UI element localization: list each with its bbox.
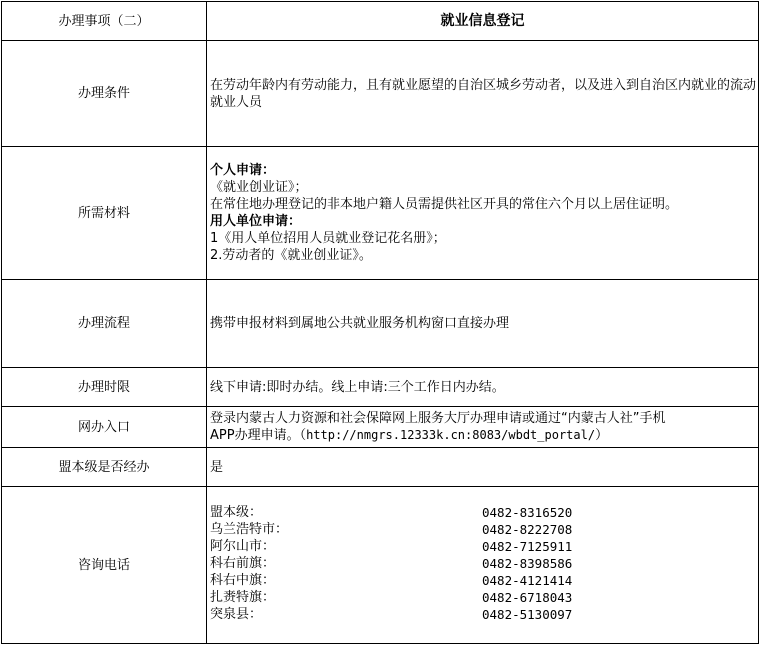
online-line-1: 登录内蒙古人力资源和社会保障网上服务大厅办理申请或通过“内蒙古人社”手机	[210, 411, 666, 426]
conditions-row	[2, 41, 759, 147]
header-row	[2, 2, 759, 41]
conditions-label: 办理条件	[2, 41, 207, 147]
materials-row	[2, 147, 759, 280]
personal-heading: 个人申请：	[210, 163, 276, 178]
process-row	[2, 280, 759, 368]
online-prefix: APP办理申请。（	[210, 428, 307, 443]
phone-entry	[210, 606, 756, 623]
phones-row	[2, 487, 759, 644]
phone-number: 0482-6718043	[482, 590, 573, 605]
personal-item-1: 《就业创业证》；	[210, 180, 308, 195]
phone-number: 0482-4121414	[482, 573, 573, 588]
header-label: 办理事项（二）	[2, 2, 207, 41]
online-line-2	[210, 427, 756, 444]
phone-number: 0482-7125911	[482, 539, 573, 554]
conditions-text: 在劳动年龄内有劳动能力，且有就业愿望的自治区城乡劳动者，以及进入到自治区内就业的流动就业人员	[207, 41, 759, 147]
phone-entry	[210, 589, 756, 606]
phone-number: 0482-8222708	[482, 522, 573, 537]
phone-entry	[210, 504, 756, 521]
time-limit-label: 办理时限	[2, 368, 207, 407]
personal-item-2: 在常住地办理登记的非本地户籍人员需提供社区开具的常住六个月以上居住证明。	[210, 197, 679, 212]
league-level-label: 盟本级是否经办	[2, 448, 207, 487]
phone-entry	[210, 521, 756, 538]
employer-item-2: 2.劳动者的《就业创业证》。	[210, 248, 372, 263]
materials-label: 所需材料	[2, 147, 207, 280]
league-level-text: 是	[207, 448, 759, 487]
league-level-row	[2, 448, 759, 487]
phones-label: 咨询电话	[2, 487, 207, 644]
online-portal-link[interactable]: http://nmgrs.12333k.cn:8083/wbdt_portal/	[306, 428, 596, 442]
phone-number: 0482-8316520	[482, 505, 573, 520]
phone-region: 盟本级：	[210, 505, 263, 520]
phone-region: 科右前旗：	[210, 556, 276, 571]
online-content	[207, 407, 759, 448]
time-limit-text: 线下申请:即时办结。线上申请:三个工作日内办结。	[207, 368, 759, 407]
phone-entry	[210, 572, 756, 589]
header-title: 就业信息登记	[207, 2, 759, 41]
employer-item-1: 1《用人单位招用人员就业登记花名册》；	[210, 231, 446, 246]
phone-region: 突泉县：	[210, 607, 263, 622]
online-suffix: ）	[595, 428, 609, 443]
phone-region: 扎赉特旗：	[210, 590, 276, 605]
service-info-table	[1, 1, 759, 644]
phones-list	[207, 487, 759, 644]
phone-region: 科右中旗：	[210, 573, 276, 588]
time-limit-row	[2, 368, 759, 407]
phone-number: 0482-8398586	[482, 556, 573, 571]
materials-content	[207, 147, 759, 280]
phone-region: 乌兰浩特市：	[210, 522, 289, 537]
phone-entry	[210, 538, 756, 555]
phone-entry	[210, 555, 756, 572]
employer-heading: 用人单位申请：	[210, 214, 302, 229]
online-row	[2, 407, 759, 448]
phone-region: 阿尔山市：	[210, 539, 276, 554]
process-text: 携带申报材料到属地公共就业服务机构窗口直接办理	[207, 280, 759, 368]
phone-number: 0482-5130097	[482, 607, 573, 622]
online-label: 网办入口	[2, 407, 207, 448]
process-label: 办理流程	[2, 280, 207, 368]
